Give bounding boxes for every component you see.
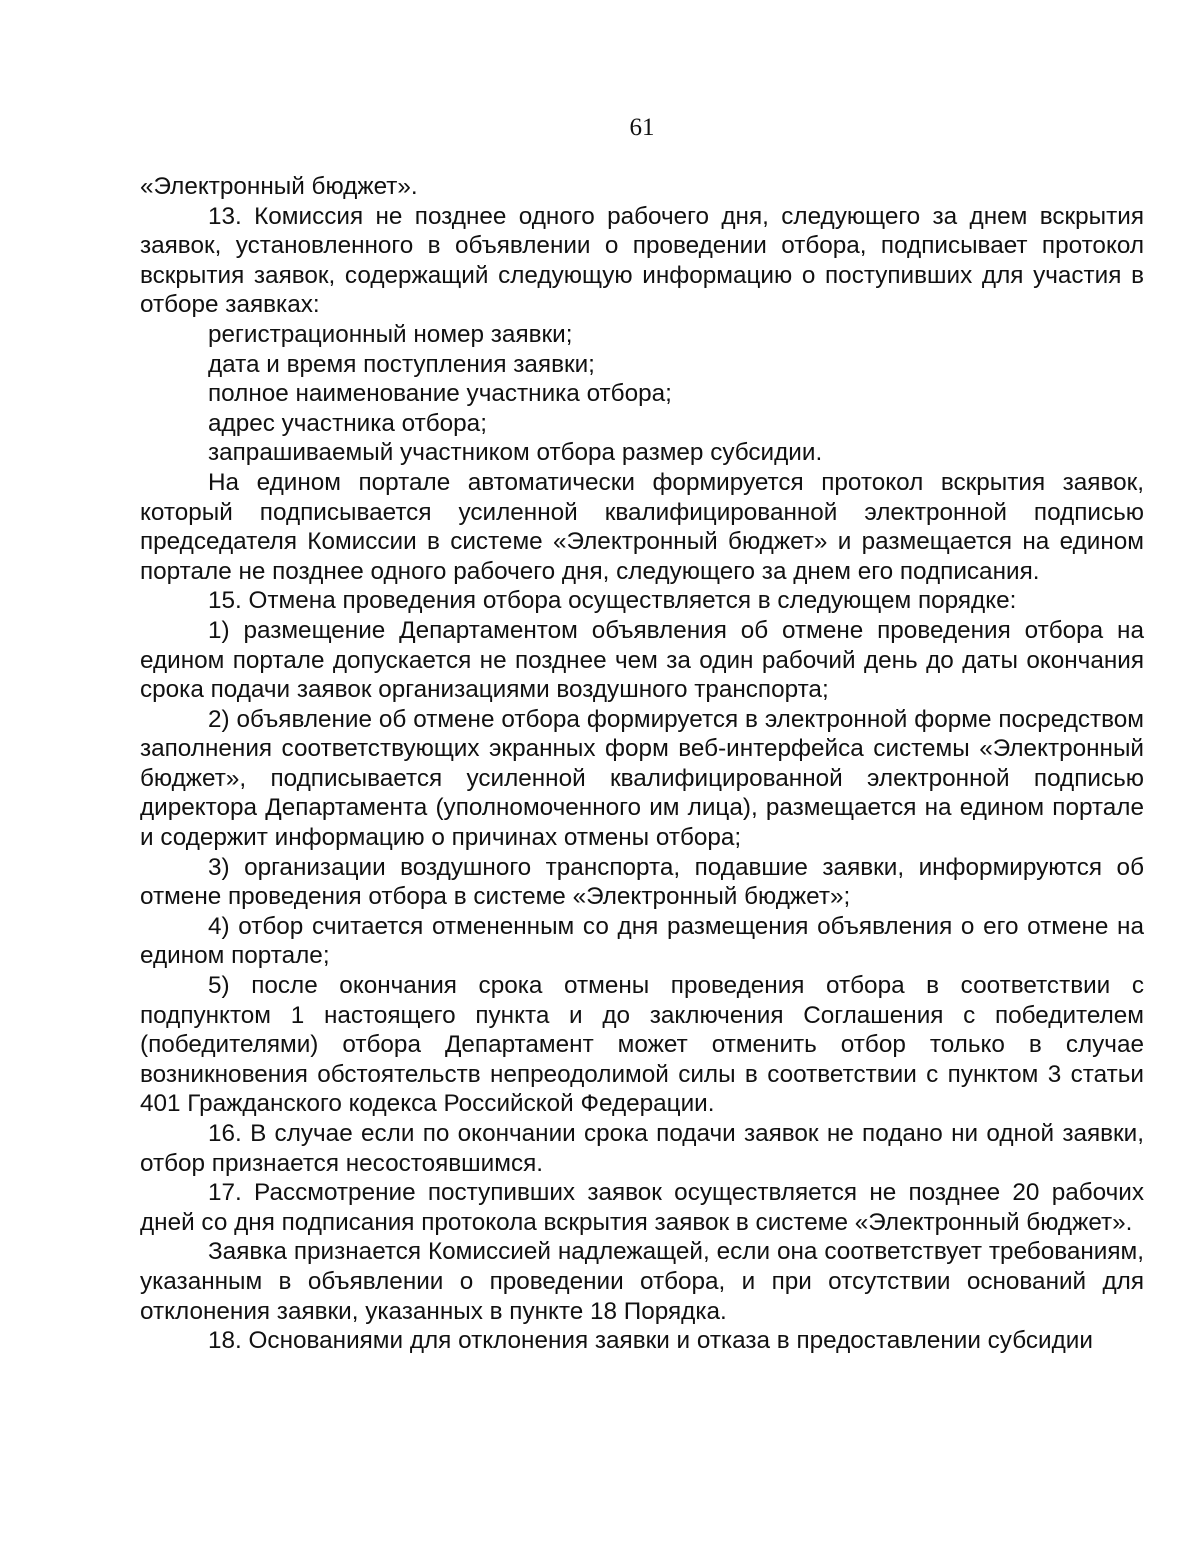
subitem-3: 3) организации воздушного транспорта, подавшие заявки, информируются об отмене проведения отбора в системе «Электронный бюджет»; [140,853,1144,911]
document-body [140,172,1144,1356]
list-item: адрес участника отбора; [208,409,487,437]
paragraph-item-17: 17. Рассмотрение поступивших заявок осуществляется не позднее 20 рабочих дней со дня подписания протокола вскрытия заявок в системе «Электронный бюджет». [140,1179,1144,1236]
paragraph-item-13: 13. Комиссия не позднее одного рабочего дня, следующего за днем вскрытия заявок, установленного в объявлении о проведении отбора, подписывает протокол вскрытия заявок, содержащий следующую информацию о поступивших для участия в отборе заявках: [140,202,1144,319]
paragraph-application-valid: Заявка признается Комиссией надлежащей, если она соответствует требованиям, указанным в объявлении о проведении отбора, и при отсутствии оснований для отклонения заявки, указанных в пункте 18 Порядка. [140,1238,1144,1325]
paragraph-protocol: На едином портале автоматически формируется протокол вскрытия заявок, который подписывается усиленной квалифицированной электронной подписью председателя Комиссии в системе «Электронный бюджет» и размещается на едином портале не позднее одного рабочего дня, следующего за днем его подписания. [140,468,1144,585]
paragraph-continuation: «Электронный бюджет». [140,173,418,200]
subitem-4: 4) отбор считается отмененным со дня размещения объявления о его отмене на едином портале; [140,912,1144,970]
subitem-2: 2) объявление об отмене отбора формируется в электронной форме посредством заполнения соответствующих экранных форм веб-интерфейса системы «Электронный бюджет», подписывается усиленной квалифицированной электронной подписью директора Департамента (уполномоченного им лица), размещается на едином портале и содержит информацию о причинах отмены отбора; [140,705,1144,852]
list-item: запрашиваемый участником отбора размер субсидии. [208,439,823,467]
subitem-1: 1) размещение Департаментом объявления об отмене проведения отбора на едином портале допускается не позднее чем за один рабочий день до даты окончания срока подачи заявок организациями воздушного транспорта; [140,616,1144,704]
list-item: полное наименование участника отбора; [208,380,672,408]
list-item: дата и время поступления заявки; [208,350,595,378]
page-number: 61 [629,114,655,141]
paragraph-item-15: 15. Отмена проведения отбора осуществляется в следующем порядке: [208,587,1017,615]
paragraph-item-18: 18. Основаниями для отклонения заявки и отказа в предоставлении субсидии [208,1327,1093,1355]
subitem-5: 5) после окончания срока отмены проведения отбора в соответствии с подпунктом 1 настоящего пункта и до заключения Соглашения с победителем (победителями) отбора Департамент может отменить отбор только в случае возникновения обстоятельств непреодолимой силы в соответствии с пунктом 3 статьи 401 Гражданского кодекса Российской Федерации. [140,972,1144,1118]
list-item: регистрационный номер заявки; [208,320,573,348]
paragraph-item-16: 16. В случае если по окончании срока подачи заявок не подано ни одной заявки, отбор признается несостоявшимся. [140,1120,1144,1177]
